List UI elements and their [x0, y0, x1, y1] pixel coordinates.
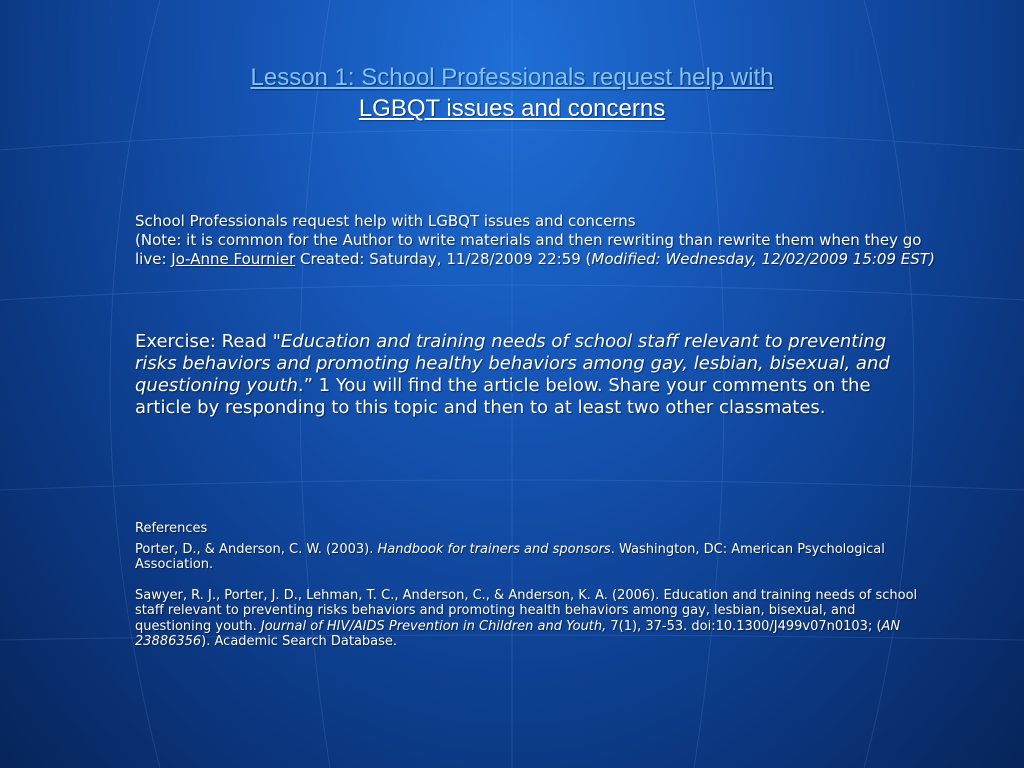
author-link[interactable]: Jo-Anne Fournier — [171, 250, 296, 268]
note-heading: School Professionals request help with LGBQT issues and concerns — [135, 212, 636, 230]
ref1-title: Handbook for trainers and sponsors — [377, 541, 611, 557]
ref2-authors-title: Sawyer, R. J., Porter, J. D., Lehman, T. C., Anderson, C., & Anderson, K. A. (2006). Education and training needs of school staff relevant to preventing risks behaviors and promoting health behaviors among gay, lesbian, bisexual, and questioning youth. — [135, 587, 918, 634]
references-heading: References — [135, 521, 208, 536]
modified-date: Modified: Wednesday, 12/02/2009 15:09 EST) — [591, 250, 935, 268]
slide-title — [90, 62, 934, 124]
title-line-2 — [90, 93, 934, 124]
note-intro: (Note: it is common for the Author to write materials and then rewriting than rewrite them when they go live: — [135, 231, 922, 268]
exercise-paragraph — [135, 331, 905, 419]
title-line-2-text: LGBQT issues and concerns — [358, 95, 666, 122]
title-line-1 — [90, 62, 934, 93]
title-line-1-text[interactable]: 1: School Professionals request help with — [327, 64, 774, 91]
reference-1 — [135, 542, 935, 573]
ref1-authors: Porter, D., & Anderson, C. W. (2003). — [135, 541, 378, 557]
exercise-lead: Exercise: Read " — [135, 331, 281, 352]
ref2-journal: Journal of HIV/AIDS Prevention in Children and Youth, — [260, 618, 607, 634]
created-date: Created: Saturday, 11/28/2009 22:59 ( — [295, 250, 592, 268]
lesson-link[interactable]: Lesson — [250, 64, 328, 91]
reference-2 — [135, 588, 935, 650]
ref2-database: ). Academic Search Database. — [201, 634, 398, 649]
note-block — [135, 212, 935, 269]
note-text — [135, 231, 935, 269]
references-section — [135, 521, 935, 650]
exercise-instructions: .” 1 You will find the article below. Share your comments on the article by responding to this topic and then to at least two other classmates. — [135, 375, 871, 418]
ref2-accession-number: AN 23886356 — [135, 618, 901, 649]
ref1-publisher: . Washington, DC: American Psychological Association. — [135, 541, 885, 572]
ref2-volume-doi: 7(1), 37-53. doi:10.1300/J499v07n0103; ( — [606, 618, 882, 634]
article-title: Education and training needs of school staff relevant to preventing risks behaviors and promoting healthy behaviors among gay, lesbian, bisexual, and questioning youth — [135, 331, 890, 396]
